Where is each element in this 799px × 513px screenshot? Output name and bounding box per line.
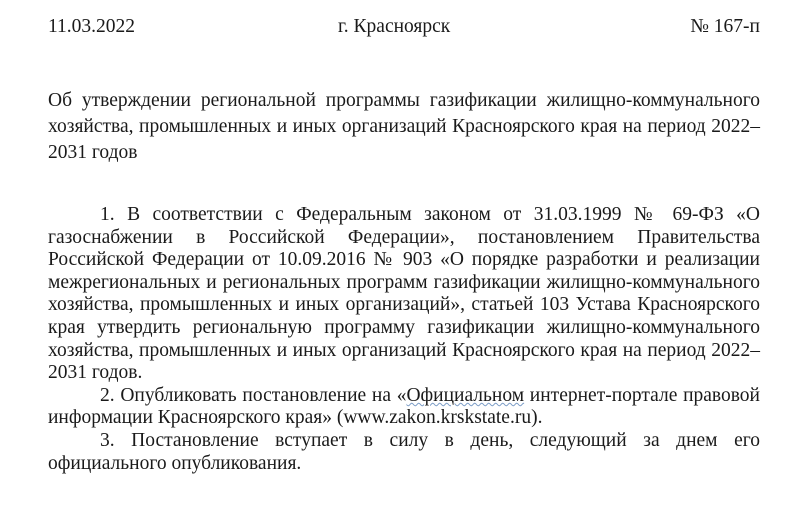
paragraph-2-start: 2. Опубликовать постановление на « — [100, 384, 407, 406]
document-date: 11.03.2022 — [48, 16, 136, 37]
document-number: № 167-п — [690, 16, 760, 37]
paragraph-1: 1. В соответствии с Федеральным законом от 31.03.1999 № 69-ФЗ «О газоснабжении в Российской Федерации», постановлением Правительства Российской Федерации от 10.09.2016 № 903 «О порядке разработки и реализации межрегиональных и региональных программ газификации жилищно-коммунального хозяйства, промышленных и иных организаций», статьей 103 Устава Красноярского края утвердить региональную программу газификации жилищно-коммунального хозяйства, промышленных и иных организаций Красноярского края на период 2022–2031 годов. — [48, 204, 760, 384]
paragraph-2 — [48, 385, 760, 430]
paragraph-3: 3. Постановление вступает в силу в день, следующий за днем его официального опубликования. — [48, 429, 760, 474]
paragraph-2-end: интернет-портале правовой информации Красноярского края» (www.zakon.krskstate.ru). — [48, 384, 760, 429]
spellcheck-marked-word: Официальном — [406, 384, 525, 406]
document-city: г. Красноярск — [338, 16, 451, 37]
document-header — [48, 14, 760, 40]
document-title: Об утверждении региональной программы газификации жилищно-коммунального хозяйства, промышленных и иных организаций Красноярского края на период 2022–2031 годов — [48, 90, 760, 163]
document-body — [48, 204, 760, 475]
